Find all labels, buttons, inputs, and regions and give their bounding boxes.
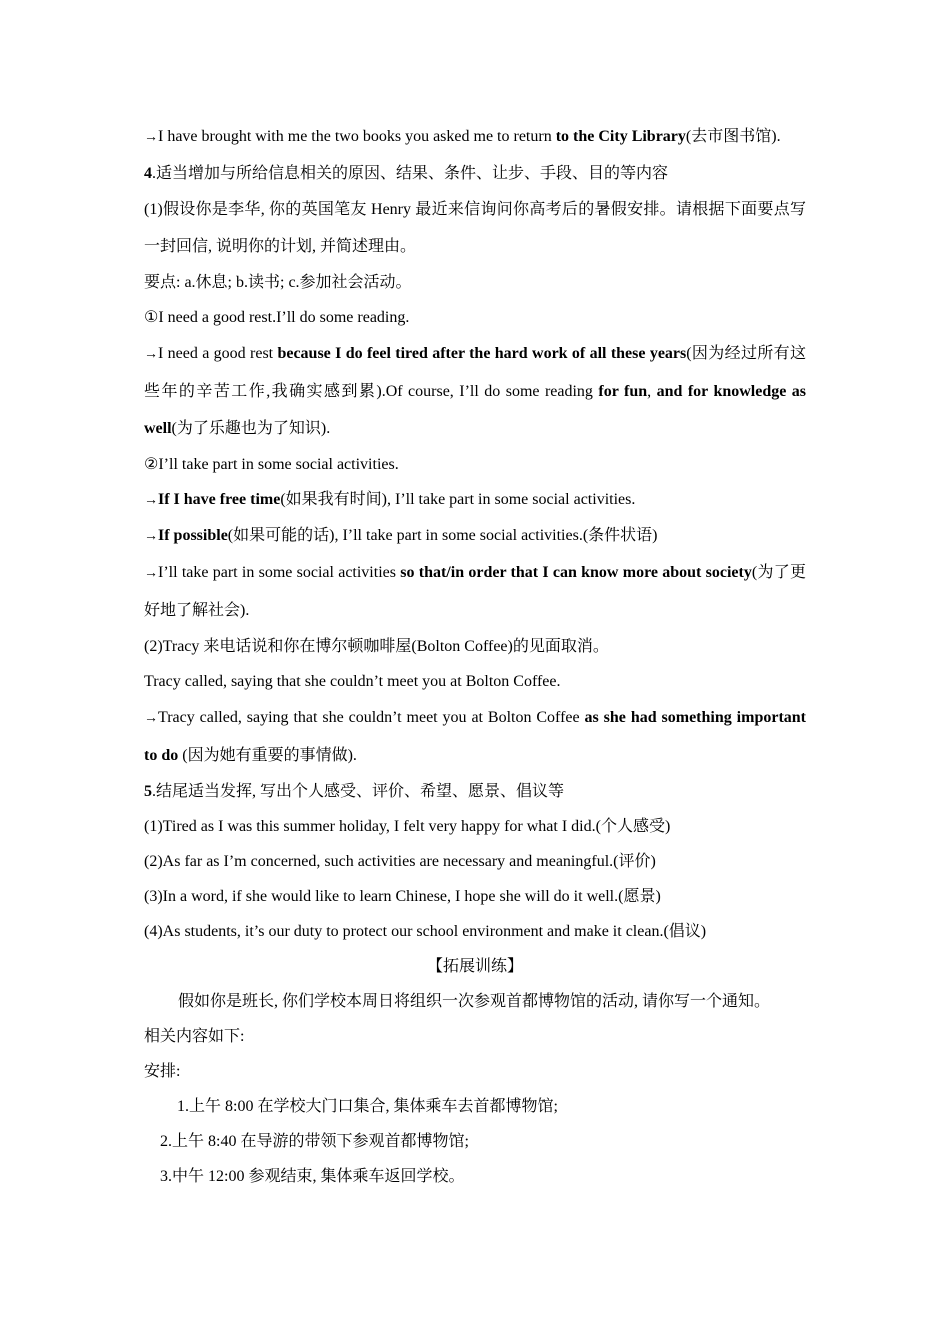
arrangement-item: 2.上午 8:40 在导游的带领下参观首都博物馆;: [160, 1133, 469, 1150]
section-4-1-points: 要点: a.休息; b.读书; c.参加社会活动。: [144, 274, 412, 291]
arrangement-item: 1.上午 8:00 在学校大门口集合, 集体乘车去首都博物馆;: [177, 1098, 558, 1115]
arrow-icon: →: [144, 529, 158, 544]
arrangement-label: 安排:: [144, 1063, 181, 1080]
practice-intro-2: 相关内容如下:: [144, 1028, 245, 1045]
arrow-icon: →: [144, 493, 158, 508]
section-5-item: (1)Tired as I was this summer holiday, I felt very happy for what I did.(个人感受): [144, 818, 671, 835]
section-4-2-prompt: (2)Tracy 来电话说和你在博尔顿咖啡屋(Bolton Coffee)的见面取消。: [144, 638, 609, 655]
section-4-heading: 4.适当增加与所给信息相关的原因、结果、条件、让步、手段、目的等内容: [144, 165, 669, 182]
section-5-item: (4)As students, it’s our duty to protect our school environment and make it clean.(倡议): [144, 923, 707, 940]
section-5-heading: 5.结尾适当发挥, 写出个人感受、评价、希望、愿景、倡议等: [144, 783, 565, 800]
document-page: [144, 118, 806, 1194]
example-2-rewrite-3: →I’ll take part in some social activities so that/in order that I can know more about society(为了更好地了解社会).: [144, 564, 806, 619]
section-4-2-rewrite: →Tracy called, saying that she couldn’t meet you at Bolton Coffee as she had something important to do (因为她有重要的事情做).: [144, 709, 806, 764]
practice-intro: 假如你是班长, 你们学校本周日将组织一次参观首都博物馆的活动, 请你写一个通知。: [178, 993, 771, 1010]
section-5-item: (3)In a word, if she would like to learn Chinese, I hope she will do it well.(愿景): [144, 888, 661, 905]
arrow-icon: →: [144, 347, 158, 362]
example-1: ①I need a good rest.I’ll do some reading.: [144, 309, 410, 326]
arrow-icon: →: [144, 566, 158, 581]
arrow-icon: →: [144, 711, 158, 726]
section-5-item: (2)As far as I’m concerned, such activities are necessary and meaningful.(评价): [144, 853, 656, 870]
example-1-rewrite: →I need a good rest because I do feel tired after the hard work of all these years(因为经过所有这些年的辛苦工作,我确实感到累).Of course, I’ll do some reading for fun, and for knowledge as well(为了乐趣也为了知识).: [144, 345, 807, 437]
section-4-1-prompt: (1)假设你是李华, 你的英国笔友 Henry 最近来信询问你高考后的暑假安排。请根据下面要点写一封回信, 说明你的计划, 并简述理由。: [144, 201, 806, 255]
practice-title: 【拓展训练】: [426, 958, 523, 975]
arrow-icon: →: [144, 130, 158, 145]
example-2-rewrite-2: →If possible(如果可能的话), I’ll take part in some social activities.(条件状语): [144, 527, 658, 544]
arrangement-item: 3.中午 12:00 参观结束, 集体乘车返回学校。: [160, 1168, 465, 1185]
rewrite-city-library: →I have brought with me the two books you asked me to return to the City Library(去市图书馆).: [144, 128, 781, 145]
example-2-rewrite-1: →If I have free time(如果我有时间), I’ll take part in some social activities.: [144, 491, 636, 508]
section-4-2-plain: Tracy called, saying that she couldn’t meet you at Bolton Coffee.: [144, 673, 561, 690]
example-2: ②I’ll take part in some social activities.: [144, 456, 399, 473]
